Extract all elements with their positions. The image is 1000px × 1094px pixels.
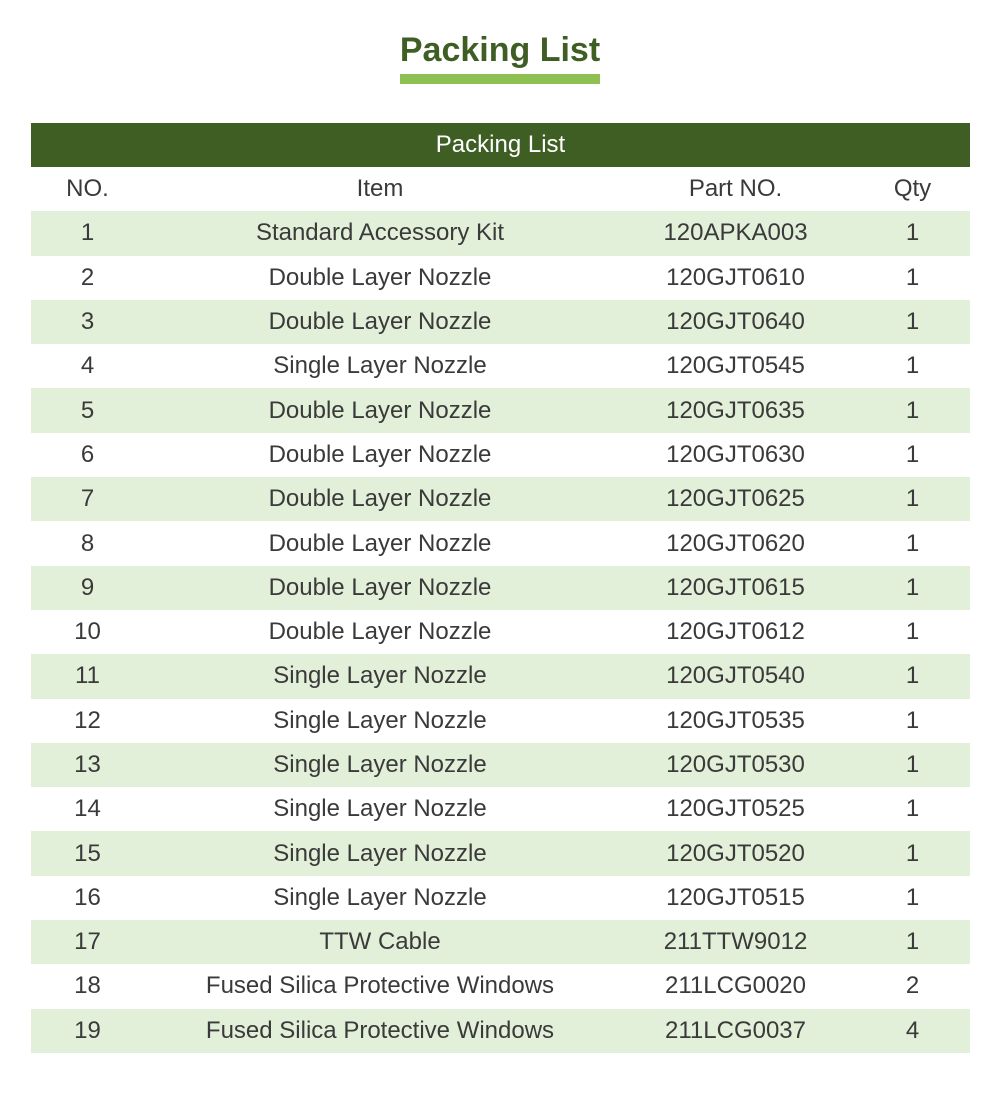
table-row bbox=[31, 1009, 970, 1053]
cell-item: Double Layer Nozzle bbox=[268, 485, 492, 513]
table-row bbox=[31, 388, 970, 432]
table-row bbox=[31, 566, 970, 610]
table-row bbox=[31, 521, 970, 565]
cell-part-no: 120GJT0640 bbox=[666, 308, 805, 336]
cell-no: 12 bbox=[74, 706, 101, 734]
cell-no: 5 bbox=[80, 396, 95, 424]
cell-item: Single Layer Nozzle bbox=[273, 839, 487, 867]
cell-qty: 1 bbox=[905, 751, 920, 778]
cell-no: 16 bbox=[74, 883, 101, 911]
cell-no: 3 bbox=[80, 308, 95, 336]
table-row bbox=[31, 831, 970, 875]
cell-part-no: 120GJT0515 bbox=[666, 883, 805, 911]
cell-item: Single Layer Nozzle bbox=[273, 352, 487, 380]
cell-qty: 1 bbox=[905, 662, 920, 690]
table-caption: Packing List bbox=[31, 123, 970, 167]
table-row bbox=[31, 256, 970, 300]
cell-qty: 1 bbox=[905, 485, 920, 513]
cell-item: Single Layer Nozzle bbox=[273, 795, 487, 823]
table-row bbox=[31, 300, 970, 344]
cell-qty: 1 bbox=[905, 883, 920, 911]
cell-no: 18 bbox=[74, 972, 101, 1000]
table-row bbox=[31, 433, 970, 477]
cell-item: Double Layer Nozzle bbox=[268, 308, 492, 336]
cell-part-no: 211TTW9012 bbox=[663, 928, 808, 956]
header-item: Item bbox=[356, 175, 404, 203]
cell-no: 11 bbox=[75, 662, 100, 690]
cell-no: 1 bbox=[80, 219, 95, 247]
cell-part-no: 120GJT0540 bbox=[666, 662, 805, 690]
cell-qty: 1 bbox=[905, 928, 920, 956]
table-row bbox=[31, 654, 970, 698]
cell-no: 8 bbox=[80, 529, 95, 557]
cell-no: 10 bbox=[74, 618, 101, 646]
cell-part-no: 120GJT0635 bbox=[666, 396, 805, 424]
cell-qty: 4 bbox=[905, 1016, 920, 1044]
cell-qty: 1 bbox=[905, 795, 920, 823]
page-title: Packing List bbox=[399, 31, 601, 69]
cell-part-no: 120GJT0625 bbox=[666, 485, 805, 513]
cell-part-no: 120GJT0545 bbox=[666, 352, 805, 380]
cell-no: 9 bbox=[80, 573, 95, 601]
cell-part-no: 120APKA003 bbox=[663, 219, 808, 247]
cell-item: Double Layer Nozzle bbox=[268, 440, 492, 468]
table-row bbox=[31, 699, 970, 743]
table-header-row bbox=[31, 167, 970, 211]
cell-item: Double Layer Nozzle bbox=[268, 263, 492, 291]
cell-item: Single Layer Nozzle bbox=[273, 706, 487, 734]
cell-qty: 1 bbox=[905, 839, 920, 867]
cell-no: 4 bbox=[80, 352, 95, 380]
table-row bbox=[31, 876, 970, 920]
header-part: Part NO. bbox=[688, 175, 783, 203]
cell-no: 19 bbox=[74, 1016, 101, 1044]
cell-no: 6 bbox=[80, 440, 95, 468]
cell-qty: 1 bbox=[905, 618, 920, 646]
cell-no: 15 bbox=[74, 839, 101, 867]
cell-qty: 1 bbox=[905, 263, 920, 291]
table-row bbox=[31, 920, 970, 964]
cell-part-no: 120GJT0620 bbox=[666, 529, 805, 557]
cell-part-no: 120GJT0630 bbox=[666, 440, 805, 468]
table-body bbox=[31, 211, 970, 1053]
cell-item: Double Layer Nozzle bbox=[268, 573, 492, 601]
cell-qty: 1 bbox=[905, 529, 920, 557]
table-row bbox=[31, 477, 970, 521]
cell-item: Single Layer Nozzle bbox=[273, 883, 487, 911]
table-row bbox=[31, 964, 970, 1008]
cell-item: Fused Silica Protective Windows bbox=[205, 972, 555, 1000]
cell-no: 17 bbox=[74, 928, 101, 956]
table-row bbox=[31, 211, 970, 255]
table-row bbox=[31, 743, 970, 787]
cell-no: 13 bbox=[74, 751, 101, 778]
cell-qty: 1 bbox=[905, 308, 920, 336]
cell-part-no: 120GJT0530 bbox=[666, 751, 805, 778]
cell-qty: 1 bbox=[905, 706, 920, 734]
cell-part-no: 120GJT0610 bbox=[666, 263, 805, 291]
cell-part-no: 120GJT0612 bbox=[666, 618, 805, 646]
cell-item: Single Layer Nozzle bbox=[273, 662, 487, 690]
table-row bbox=[31, 787, 970, 831]
cell-item: Standard Accessory Kit bbox=[255, 219, 505, 247]
cell-no: 14 bbox=[74, 795, 101, 823]
table-row bbox=[31, 344, 970, 388]
cell-part-no: 120GJT0615 bbox=[666, 573, 805, 601]
header-qty: Qty bbox=[893, 175, 932, 203]
header-no: NO. bbox=[66, 175, 109, 203]
cell-item: Double Layer Nozzle bbox=[268, 529, 492, 557]
cell-part-no: 211LCG0020 bbox=[665, 972, 806, 1000]
table-row bbox=[31, 610, 970, 654]
cell-item: Single Layer Nozzle bbox=[273, 751, 487, 778]
cell-qty: 1 bbox=[905, 219, 920, 247]
cell-item: Double Layer Nozzle bbox=[268, 396, 492, 424]
cell-item: TTW Cable bbox=[319, 928, 441, 956]
cell-qty: 1 bbox=[905, 573, 920, 601]
packing-list-table bbox=[31, 123, 970, 1053]
cell-no: 2 bbox=[80, 263, 95, 291]
cell-item: Double Layer Nozzle bbox=[268, 618, 492, 646]
cell-item: Fused Silica Protective Windows bbox=[205, 1016, 555, 1044]
title-underline bbox=[400, 74, 600, 84]
cell-qty: 1 bbox=[905, 352, 920, 380]
cell-part-no: 120GJT0525 bbox=[666, 795, 805, 823]
cell-qty: 2 bbox=[905, 972, 920, 1000]
cell-no: 7 bbox=[80, 485, 95, 513]
cell-part-no: 211LCG0037 bbox=[665, 1016, 806, 1044]
cell-part-no: 120GJT0535 bbox=[666, 706, 805, 734]
cell-qty: 1 bbox=[905, 440, 920, 468]
cell-qty: 1 bbox=[905, 396, 920, 424]
cell-part-no: 120GJT0520 bbox=[666, 839, 805, 867]
